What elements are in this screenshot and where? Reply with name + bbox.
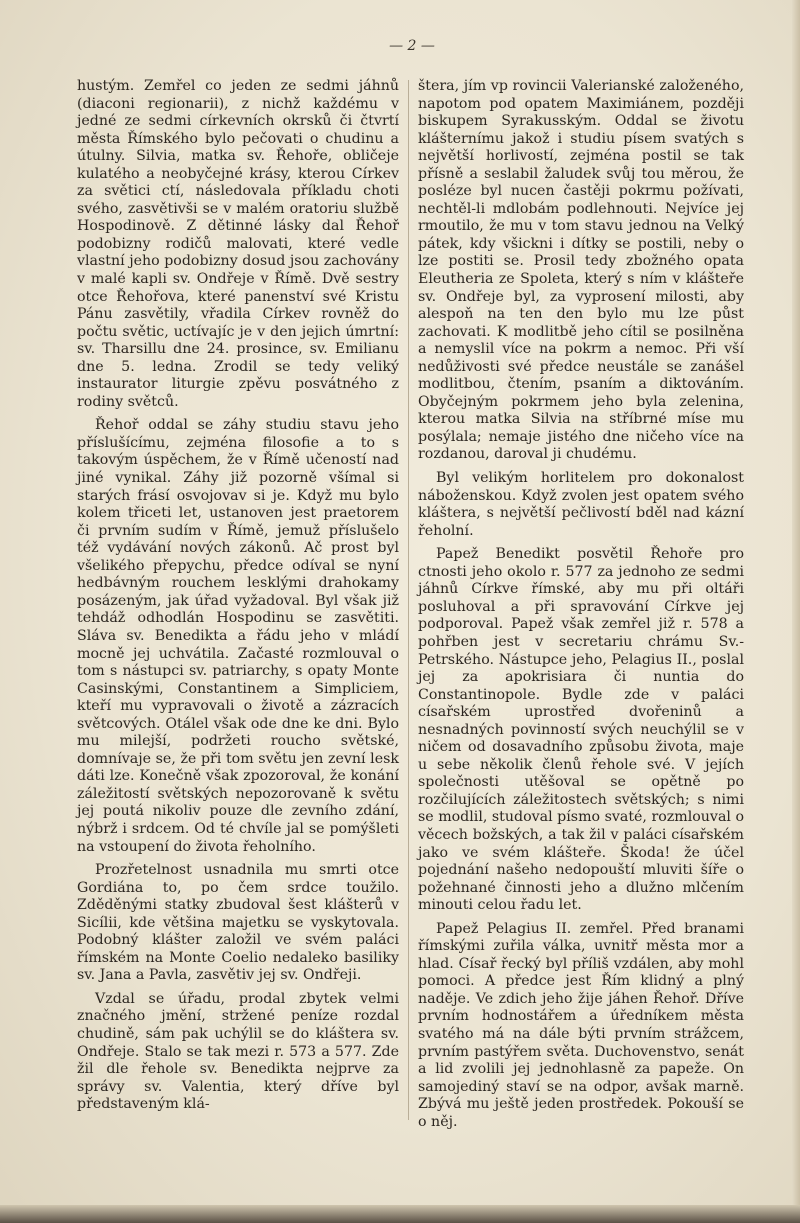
paragraph: Papež Benedikt posvětil Řehoře pro ctnosti jeho okolo r. 577 za jednoho ze sedmi jáhnů Církve římské, aby mu při oltáři posluhoval a při spravování Církve jej podporoval. Papež však zemřel již r. 578 a pohřben jest v secretariu chrámu Sv.-Petrského. Nástupce jeho, Pelagius II., poslal jej za apokrisiara či nuntia do Constantinopole. Bydle zde v paláci císařském uprostřed dvořeninů a nesnadných povinností svých neuchýlil se v ničem od dosavadního způsobu života, maje u sebe několik členů řehole své. V jejích společnosti utěšoval se opětně po rozčilujících záležitostech světských; s nimi se modlil, studoval písmo svaté, rozmlouval o věcech božských, a tak žil v paláci císařském jako ve svém klášteře. Škoda! že účel pojednání našeho nedopouští mluviti šíře o požehnané činnosti jeho a dlužno mlčením minouti celou řadu let.	[418, 546, 744, 914]
page-number: — 2 —	[389, 38, 435, 54]
column-divider	[408, 80, 409, 1120]
paragraph: Vzdal se úřadu, prodal zbytek velmi značného jmění, stržené peníze rozdal chudině, sám pak uchýlil se do kláštera sv. Ondřeje. Stalo se tak mezi r. 573 a 577. Zde žil dle řehole sv. Benedikta nejprve za správy sv. Valentia, který dříve byl představeným klá-	[77, 990, 399, 1113]
paragraph: Papež Pelagius II. zemřel. Před branami římskými zuřila válka, uvnitř města mor a hlad. Císař řecký byl příliš vzdálen, aby mohl pomoci. A předce jest Řím klidný a plný naděje. Ve zdich jeho žije jáhen Řehoř. Dříve prvním hodnostářem a úředníkem města svatého má na dále býti prvním strážcem, prvním pastýřem světa. Duchovenstvo, senát a lid zvolili jej jednohlasně za papeže. On samojediný staví se na odpor, avšak marně. Zbývá mu ještě jeden prostředek. Pokouší se o něj.	[418, 920, 744, 1130]
paragraph: Řehoř oddal se záhy studiu stavu jeho příslušícímu, zejména filosofie a to s takovým úspěchem, že v Římě učeností nad jiné vynikal. Záhy již pozorně všímal si starých frásí osvojovav si je. Když mu bylo kolem třiceti let, ustanoven jest praetorem či prvním sudím v Římě, jemuž příslušelo též vydávání nových zákonů. Ač prost byl všelikého přepychu, předce odíval se nyní hedbávným rouchem lesklými drahokamy posázeným, jak úřad vyžadoval. Byl však již tehdáž odhodlán Hospodinu se zasvětiti. Sláva sv. Benedikta a řádu jeho v mládí mocně jej uchvátila. Začasté rozmlouval o tom s nástupci sv. patriarchy, s opaty Monte Casinskými, Constantinem a Simpliciem, kteří mu vypravovali o životě a zázracích světcových. Otálel však ode dne ke dni. Bylo mu milejší, podržeti roucho světské, domnívaje se, že při tom světu jen zevní lesk dáti lze. Konečně však zpozoroval, že konání záležitostí světských nepozorovaně k světu jej poutá nikoliv pouze dle zevního zdání, nýbrž i srdcem. Od té chvíle jal se pomýšleti na vstoupení do života řeholního.	[77, 417, 399, 855]
paragraph: štera, jím vp rovincii Valerianské založeného, napotom pod opatem Maximiánem, později biskupem Syrakusským. Oddal se životu klášternímu jakož i studiu písem svatých s největší horlivostí, zejména postil se tak přísně a seslabil žaludek svůj tou měrou, že posléze byl nucen častěji pokrmu požívati, nechtěl-li mdlobám podlehnouti. Nejvíce jej rmoutilo, že mu v tom stavu jednou na Velký pátek, kdy všickni i dítky se postili, neby o lze postiti se. Prosil tedy zbožného opata Eleutheria ze Spoleta, který s ním v klášteře sv. Ondřeje byl, za vyprosení milosti, aby alespoň na ten den bylo mu lze půst zachovati. K modlitbě jeho cítil se posilněna a nemyslil více na pokrm a nemoc. Při vší nedůživosti své předce neustále se zanášel modlitbou, čtením, psaním a diktováním. Obyčejným pokrmem jeho byla zelenina, kterou matka Silvia na stříbrné míse mu posýlala; nemaje jistého dne ničeho více na rozdanou, daroval ji chudému.	[418, 78, 744, 463]
paragraph: Byl velikým horlitelem pro dokonalost náboženskou. Když zvolen jest opatem svého kláštera, s největší pečlivostí bděl nad kázní řeholní.	[418, 470, 744, 539]
paragraph: hustým. Zemřel co jeden ze sedmi jáhnů (diaconi regionarii), z nichž každému v jedné ze sedmi církevních okrsků či čtvrtí města Římského bylo pečovati o chudinu a útulny. Silvia, matka sv. Řehoře, obličeje kulatého a neobyčejné krásy, kterou Církev za světici ctí, následovala příkladu choti svého, zasvětivši se v malém oratoriu službě Hospodinově. Z dětinné lásky dal Řehoř podobizny rodičů malovati, které vedle vlastní jeho podobizny dosud jsou zachovány v malé kapli sv. Ondřeje v Římě. Dvě sestry otce Řehořova, které panenství své Kristu Pánu zasvětily, vřadila Církev rovněž do počtu světic, uctívajíc je v den jejich úmrtní: sv. Tharsillu dne 24. prosince, sv. Emilianu dne 5. ledna. Zrodil se tedy veliký instaurator liturgie zpěvu posvátného z rodiny světců.	[77, 78, 399, 410]
left-column	[77, 78, 399, 1114]
scan-bottom-edge	[0, 1205, 800, 1223]
page-edge	[792, 0, 800, 1223]
paragraph: Prozřetelnost usnadnila mu smrti otce Gordiána to, po čem srdce toužilo. Zděděnými statky zbudoval šest klášterů v Sicílii, kde většina majetku se vyskytovala. Podobný klášter založil ve svém paláci římském na Monte Coelio nedaleko basiliky sv. Jana a Pavla, zasvětiv jej sv. Ondřeji.	[77, 862, 399, 984]
right-column	[418, 78, 744, 1131]
